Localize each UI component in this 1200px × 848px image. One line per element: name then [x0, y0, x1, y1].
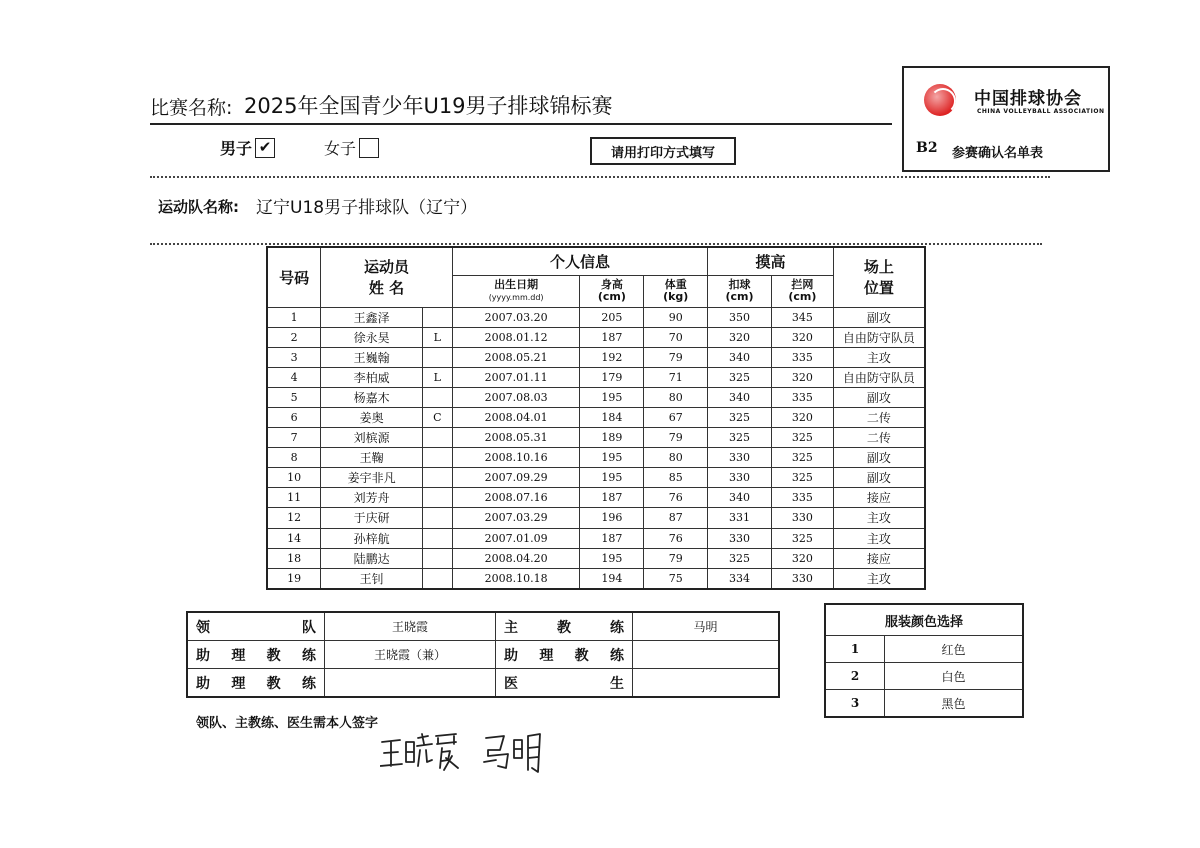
cell-height: 205	[580, 307, 644, 327]
cell-block: 320	[771, 327, 833, 347]
cell-height: 195	[580, 468, 644, 488]
color-value: 黑色	[885, 690, 1024, 718]
header-athlete	[321, 247, 452, 307]
volleyball-logo-icon	[924, 84, 956, 116]
cell-role	[422, 508, 452, 528]
cell-spike: 334	[708, 568, 772, 589]
assistant-coach-value: 王晓霞（兼）	[325, 641, 496, 669]
cell-spike: 330	[708, 528, 772, 548]
male-checkbox[interactable]	[255, 138, 275, 158]
cell-number: 19	[267, 568, 321, 589]
cell-role	[422, 568, 452, 589]
cell-position: 接应	[833, 488, 925, 508]
cell-number: 18	[267, 548, 321, 568]
cell-number: 8	[267, 448, 321, 468]
cell-position: 主攻	[833, 528, 925, 548]
cell-height: 187	[580, 528, 644, 548]
cell-role: C	[422, 407, 452, 427]
assistant-coach-label: 助理教练	[496, 641, 633, 669]
cell-weight: 79	[644, 428, 708, 448]
header-spike-unit: (cm)	[725, 290, 754, 303]
cell-position: 副攻	[833, 468, 925, 488]
cell-birth: 2008.07.16	[452, 488, 580, 508]
cell-position: 主攻	[833, 568, 925, 589]
cell-number: 7	[267, 428, 321, 448]
cell-block: 330	[771, 568, 833, 589]
cell-birth: 2008.05.21	[452, 347, 580, 367]
cell-spike: 325	[708, 548, 772, 568]
cell-position: 主攻	[833, 508, 925, 528]
doctor-label: 医 生	[496, 669, 633, 698]
cell-position: 副攻	[833, 307, 925, 327]
cell-birth: 2007.03.29	[452, 508, 580, 528]
staff-row	[187, 612, 779, 641]
cell-number: 11	[267, 488, 321, 508]
table-row	[267, 367, 925, 387]
header-position-line2: 位置	[863, 279, 894, 298]
header-height-unit: (cm)	[597, 290, 626, 303]
cell-number: 6	[267, 407, 321, 427]
association-name-cn: 中国排球协会	[974, 89, 1082, 109]
cell-weight: 79	[644, 347, 708, 367]
cell-role	[422, 548, 452, 568]
cell-block: 325	[771, 428, 833, 448]
cell-number: 1	[267, 307, 321, 327]
cell-spike: 340	[708, 347, 772, 367]
cell-birth: 2008.05.31	[452, 428, 580, 448]
team-name: 辽宁U18男子排球队（辽宁）	[256, 198, 478, 218]
header-athlete-line2: 姓 名	[368, 279, 405, 298]
handwritten-signature	[380, 728, 550, 778]
cell-name: 王巍翰	[321, 347, 423, 367]
staff-row	[187, 669, 779, 698]
cell-height: 192	[580, 347, 644, 367]
header-spike	[708, 275, 772, 307]
cell-name: 刘芳舟	[321, 488, 423, 508]
uniform-color-title: 服装颜色选择	[825, 604, 1023, 636]
cell-weight: 87	[644, 508, 708, 528]
cell-birth: 2007.03.20	[452, 307, 580, 327]
header-block-label: 拦网	[791, 278, 814, 291]
leader-value: 王晓霞	[325, 612, 496, 641]
dotted-divider	[150, 243, 1042, 245]
cell-role: L	[422, 367, 452, 387]
cell-spike: 331	[708, 508, 772, 528]
cell-spike: 325	[708, 407, 772, 427]
header-height-label: 身高	[600, 278, 623, 291]
list-item	[825, 636, 1023, 663]
header-birth-label: 出生日期	[494, 277, 539, 291]
table-row	[267, 407, 925, 427]
dotted-divider	[150, 176, 1050, 178]
cell-birth: 2008.01.12	[452, 327, 580, 347]
cell-birth: 2008.04.20	[452, 548, 580, 568]
team-name-label: 运动队名称:	[158, 198, 239, 216]
cell-weight: 76	[644, 528, 708, 548]
cell-weight: 75	[644, 568, 708, 589]
cell-birth: 2007.01.11	[452, 367, 580, 387]
header-block-unit: (cm)	[788, 290, 817, 303]
color-value: 白色	[885, 663, 1024, 690]
cell-number: 12	[267, 508, 321, 528]
table-row	[267, 488, 925, 508]
cell-height: 194	[580, 568, 644, 589]
cell-height: 195	[580, 548, 644, 568]
table-row	[267, 568, 925, 589]
cell-height: 196	[580, 508, 644, 528]
uniform-color-table	[824, 603, 1024, 718]
cell-spike: 350	[708, 307, 772, 327]
cell-block: 335	[771, 347, 833, 367]
color-index: 2	[825, 663, 885, 690]
uniform-color-header-row	[825, 604, 1023, 636]
header-block	[771, 275, 833, 307]
female-label: 女子	[324, 139, 357, 158]
cell-height: 187	[580, 488, 644, 508]
staff-row	[187, 641, 779, 669]
cell-number: 4	[267, 367, 321, 387]
cell-block: 335	[771, 387, 833, 407]
match-name: 2025年全国青少年U19男子排球锦标赛	[244, 94, 613, 118]
cell-spike: 330	[708, 468, 772, 488]
cell-name: 王鞠	[321, 448, 423, 468]
cell-weight: 67	[644, 407, 708, 427]
table-row	[267, 468, 925, 488]
cell-name: 孙梓航	[321, 528, 423, 548]
cell-birth: 2007.09.29	[452, 468, 580, 488]
association-name-en: CHINA VOLLEYBALL ASSOCIATION	[977, 108, 1105, 115]
assistant-coach-value	[325, 669, 496, 698]
cell-role	[422, 387, 452, 407]
cell-height: 184	[580, 407, 644, 427]
cell-height: 179	[580, 367, 644, 387]
header-athlete-line1: 运动员	[364, 258, 410, 277]
cell-block: 345	[771, 307, 833, 327]
cell-role	[422, 468, 452, 488]
cell-weight: 80	[644, 448, 708, 468]
cell-role: L	[422, 327, 452, 347]
head-coach-value: 马明	[633, 612, 780, 641]
cell-role	[422, 448, 452, 468]
cell-number: 5	[267, 387, 321, 407]
table-row	[267, 387, 925, 407]
cell-spike: 320	[708, 327, 772, 347]
form-title: 参赛确认名单表	[952, 146, 1044, 161]
cell-block: 335	[771, 488, 833, 508]
form-code: B2	[916, 140, 938, 156]
cell-weight: 71	[644, 367, 708, 387]
cell-name: 姜宇非凡	[321, 468, 423, 488]
cell-block: 320	[771, 367, 833, 387]
header-number: 号码	[267, 247, 321, 307]
cell-number: 14	[267, 528, 321, 548]
cell-role	[422, 428, 452, 448]
cell-name: 刘槟源	[321, 428, 423, 448]
cell-position: 二传	[833, 407, 925, 427]
cell-role	[422, 528, 452, 548]
cell-name: 徐永昊	[321, 327, 423, 347]
male-option	[220, 136, 275, 159]
check-icon: ✔	[258, 138, 272, 156]
cell-number: 3	[267, 347, 321, 367]
header-personal-info: 个人信息	[452, 247, 707, 275]
cell-weight: 85	[644, 468, 708, 488]
cell-weight: 79	[644, 548, 708, 568]
cell-block: 320	[771, 407, 833, 427]
roster-table	[266, 246, 926, 590]
head-coach-label: 主 教 练	[496, 612, 633, 641]
cell-birth: 2007.08.03	[452, 387, 580, 407]
list-item	[825, 663, 1023, 690]
cell-number: 2	[267, 327, 321, 347]
cell-name: 杨嘉木	[321, 387, 423, 407]
cell-role	[422, 347, 452, 367]
table-row	[267, 548, 925, 568]
cell-spike: 340	[708, 387, 772, 407]
association-logo-box	[902, 66, 1110, 172]
header-height	[580, 275, 644, 307]
cell-block: 325	[771, 468, 833, 488]
male-label: 男子	[220, 139, 253, 158]
header-weight-label: 体重	[664, 278, 687, 291]
cell-height: 195	[580, 387, 644, 407]
header-position	[833, 247, 925, 307]
cell-name: 王钊	[321, 568, 423, 589]
table-row	[267, 307, 925, 327]
cell-position: 自由防守队员	[833, 327, 925, 347]
cell-height: 189	[580, 428, 644, 448]
cell-position: 二传	[833, 428, 925, 448]
cell-weight: 80	[644, 387, 708, 407]
cell-position: 副攻	[833, 448, 925, 468]
header-reach: 摸高	[708, 247, 834, 275]
print-instruction-box: 请用打印方式填写	[590, 137, 736, 165]
table-row	[267, 528, 925, 548]
cell-birth: 2008.04.01	[452, 407, 580, 427]
cell-weight: 76	[644, 488, 708, 508]
table-row	[267, 508, 925, 528]
cell-block: 320	[771, 548, 833, 568]
cell-position: 接应	[833, 548, 925, 568]
cell-position: 自由防守队员	[833, 367, 925, 387]
header-spike-label: 扣球	[728, 278, 751, 291]
assistant-coach-value	[633, 641, 780, 669]
cell-birth: 2008.10.18	[452, 568, 580, 589]
cell-name: 王鑫泽	[321, 307, 423, 327]
assistant-coach-label: 助理教练	[187, 641, 325, 669]
doctor-value	[633, 669, 780, 698]
assistant-coach-label: 助理教练	[187, 669, 325, 698]
header-weight-unit: (kg)	[663, 290, 689, 303]
table-row	[267, 347, 925, 367]
signature-instruction: 领队、主教练、医生需本人签字	[196, 716, 379, 731]
staff-table	[186, 611, 780, 698]
table-row	[267, 327, 925, 347]
cell-name: 李柏威	[321, 367, 423, 387]
female-option	[324, 136, 379, 159]
color-index: 1	[825, 636, 885, 663]
cell-spike: 330	[708, 448, 772, 468]
cell-block: 330	[771, 508, 833, 528]
cell-role	[422, 488, 452, 508]
color-index: 3	[825, 690, 885, 718]
female-checkbox[interactable]	[359, 138, 379, 158]
match-name-underline	[150, 123, 892, 125]
cell-position: 副攻	[833, 387, 925, 407]
cell-name: 于庆研	[321, 508, 423, 528]
cell-role	[422, 307, 452, 327]
cell-block: 325	[771, 528, 833, 548]
table-row	[267, 428, 925, 448]
cell-weight: 90	[644, 307, 708, 327]
color-value: 红色	[885, 636, 1024, 663]
header-position-line1: 场上	[863, 258, 894, 277]
cell-spike: 325	[708, 367, 772, 387]
cell-name: 姜奥	[321, 407, 423, 427]
cell-number: 10	[267, 468, 321, 488]
cell-height: 195	[580, 448, 644, 468]
cell-birth: 2007.01.09	[452, 528, 580, 548]
cell-weight: 70	[644, 327, 708, 347]
cell-name: 陆鹏达	[321, 548, 423, 568]
header-birth	[452, 275, 580, 307]
table-row	[267, 448, 925, 468]
cell-position: 主攻	[833, 347, 925, 367]
cell-spike: 340	[708, 488, 772, 508]
cell-spike: 325	[708, 428, 772, 448]
match-name-label: 比赛名称:	[150, 97, 233, 119]
cell-birth: 2008.10.16	[452, 448, 580, 468]
list-item	[825, 690, 1023, 718]
header-birth-format: (yyyy.mm.dd)	[488, 292, 544, 302]
leader-label: 领 队	[187, 612, 325, 641]
cell-block: 325	[771, 448, 833, 468]
header-weight	[644, 275, 708, 307]
cell-height: 187	[580, 327, 644, 347]
